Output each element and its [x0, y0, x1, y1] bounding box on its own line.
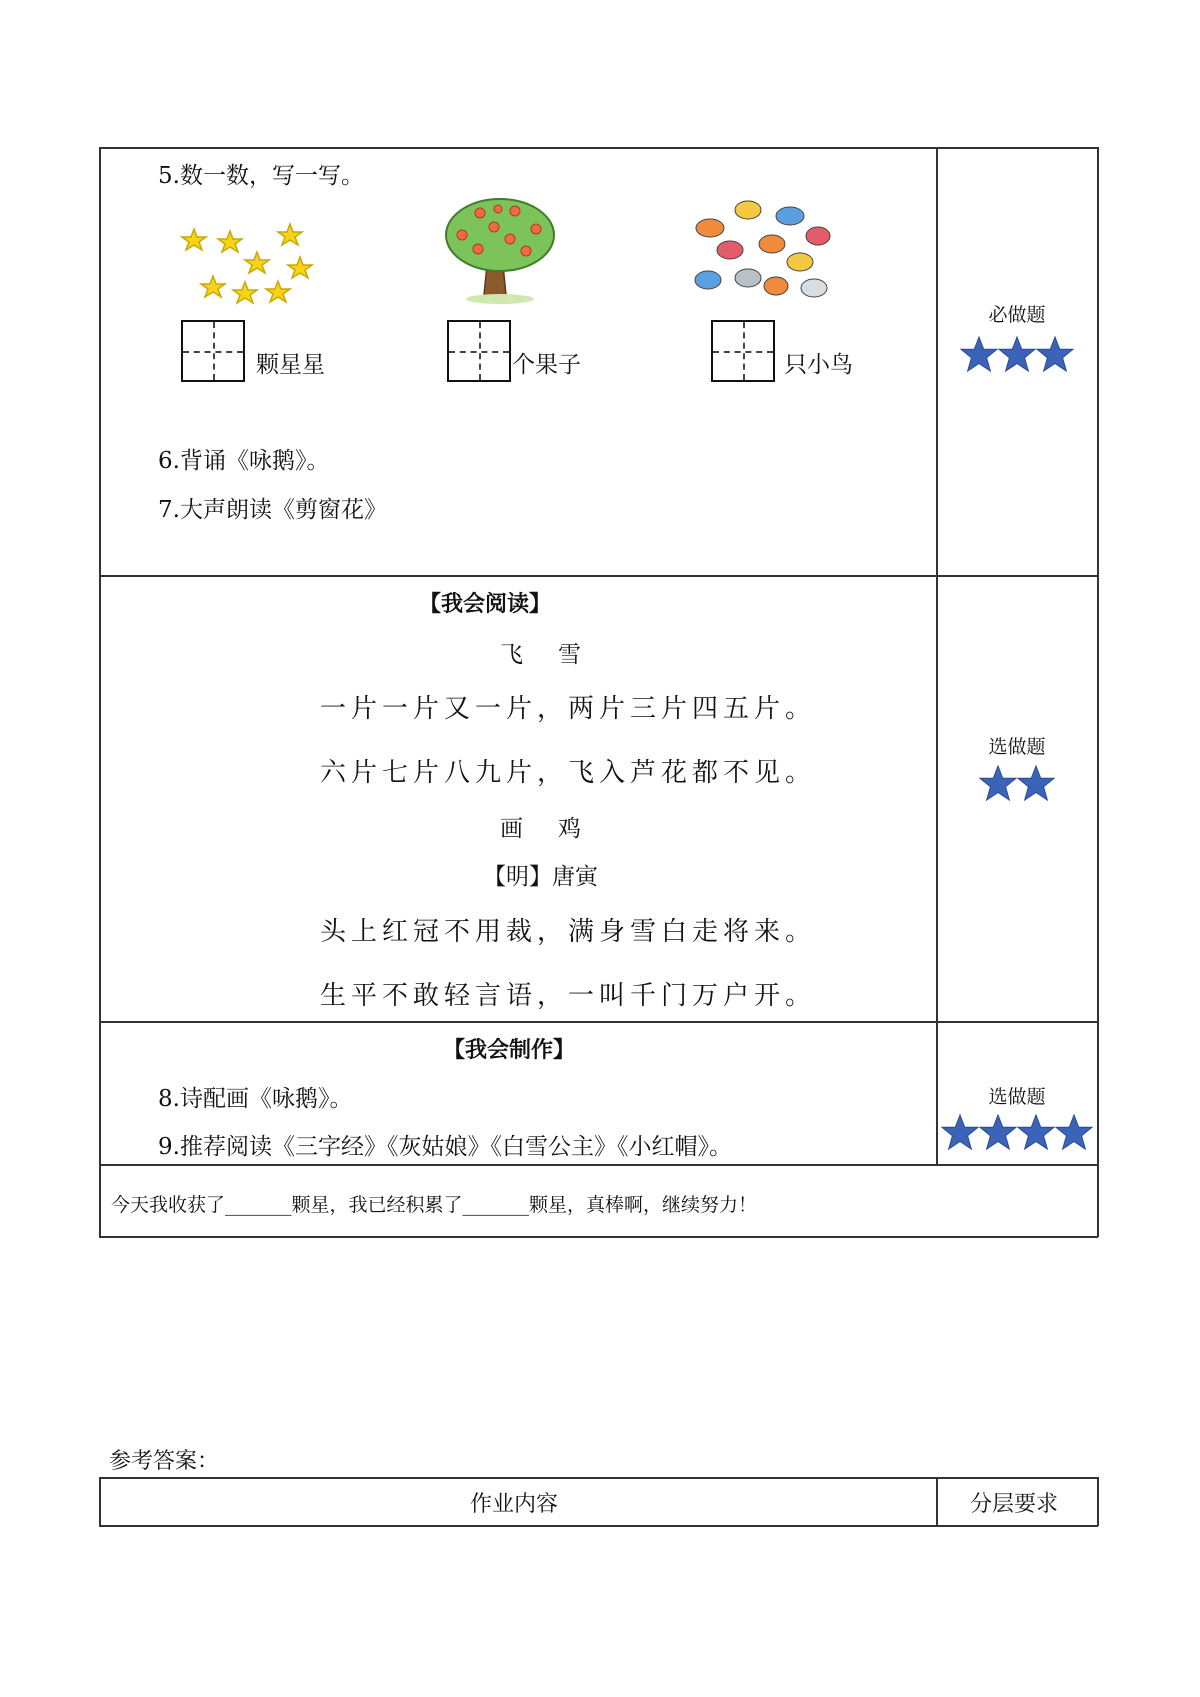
answer-col-level-header: 分层要求	[970, 1492, 1059, 1517]
rating-star-icon	[1017, 1113, 1055, 1151]
stars-unit-label: 颗星星	[256, 352, 325, 378]
answer-grid-birds[interactable]	[711, 320, 775, 382]
stars-picture	[180, 215, 320, 315]
table-border-right	[1097, 147, 1099, 1237]
answer-grid-fruit[interactable]	[447, 320, 511, 382]
table-border-left	[99, 147, 101, 1237]
small-star-icon	[245, 252, 269, 273]
table-border-bottom	[99, 1236, 1098, 1238]
birds-unit-label: 只小鸟	[784, 352, 853, 378]
answer-table-top	[99, 1477, 1098, 1479]
fruit-unit-label: 个果子	[512, 352, 581, 378]
row2-star-rating	[937, 764, 1097, 806]
rating-star-icon	[941, 1113, 979, 1151]
small-star-icon	[278, 224, 302, 245]
apple-tree-picture	[440, 195, 560, 305]
rating-star-icon	[1036, 335, 1074, 373]
poem1-line1: 一片一片又一片，两片三片四五片。	[320, 694, 817, 724]
small-star-icon	[218, 231, 242, 252]
making-header: 【我会制作】	[443, 1037, 576, 1063]
small-star-icon	[266, 281, 290, 302]
row-divider-1	[99, 575, 1098, 577]
question-7: 7.大声朗读《剪窗花》	[158, 497, 387, 523]
row3-level-label: 选做题	[988, 1086, 1046, 1108]
answer-table-right	[1097, 1477, 1099, 1526]
rating-star-icon	[979, 1113, 1017, 1151]
answer-table-bottom	[99, 1525, 1098, 1527]
question-8: 8.诗配画《咏鹅》。	[158, 1086, 353, 1112]
answer-col-content-header: 作业内容	[470, 1492, 559, 1517]
answer-table-left	[99, 1477, 101, 1526]
question-9: 9.推荐阅读《三字经》《灰姑娘》《白雪公主》《小红帽》。	[158, 1134, 732, 1160]
rating-star-icon	[960, 335, 998, 373]
row1-star-rating	[937, 335, 1097, 377]
summary-sentence: 今天我收获了_______颗星，我已经积累了_______颗星，真棒啊，继续努力！	[111, 1194, 758, 1216]
small-star-icon	[233, 282, 257, 303]
poem2-author: 【明】唐寅	[483, 864, 598, 890]
row1-level-label: 必做题	[988, 304, 1046, 326]
row3-star-rating	[937, 1113, 1097, 1155]
reading-header: 【我会阅读】	[419, 591, 552, 617]
small-star-icon	[182, 229, 206, 250]
answers-title: 参考答案：	[109, 1449, 220, 1474]
answer-grid-stars[interactable]	[181, 320, 245, 382]
poem2-title: 画 鸡	[500, 816, 587, 842]
question-6: 6.背诵《咏鹅》。	[158, 448, 330, 474]
answer-table-divider	[936, 1477, 938, 1526]
question-5-title: 5.数一数，写一写。	[158, 163, 364, 189]
table-column-divider	[936, 147, 938, 1164]
rating-star-icon	[979, 764, 1017, 802]
row-divider-2	[99, 1021, 1098, 1023]
row-divider-3	[99, 1164, 1098, 1166]
rating-star-icon	[1055, 1113, 1093, 1151]
poem2-line2: 生平不敢轻言语，一叫千门万户开。	[320, 981, 817, 1011]
table-border-top	[99, 147, 1098, 149]
small-star-icon	[201, 276, 225, 297]
small-star-icon	[288, 257, 312, 278]
rating-star-icon	[1017, 764, 1055, 802]
row2-level-label: 选做题	[988, 736, 1046, 758]
rating-star-icon	[998, 335, 1036, 373]
poem2-line1: 头上红冠不用裁，满身雪白走将来。	[320, 917, 817, 947]
poem1-title: 飞 雪	[500, 642, 587, 668]
birds-picture	[690, 198, 835, 303]
poem1-line2: 六片七片八九片，飞入芦花都不见。	[320, 758, 817, 788]
